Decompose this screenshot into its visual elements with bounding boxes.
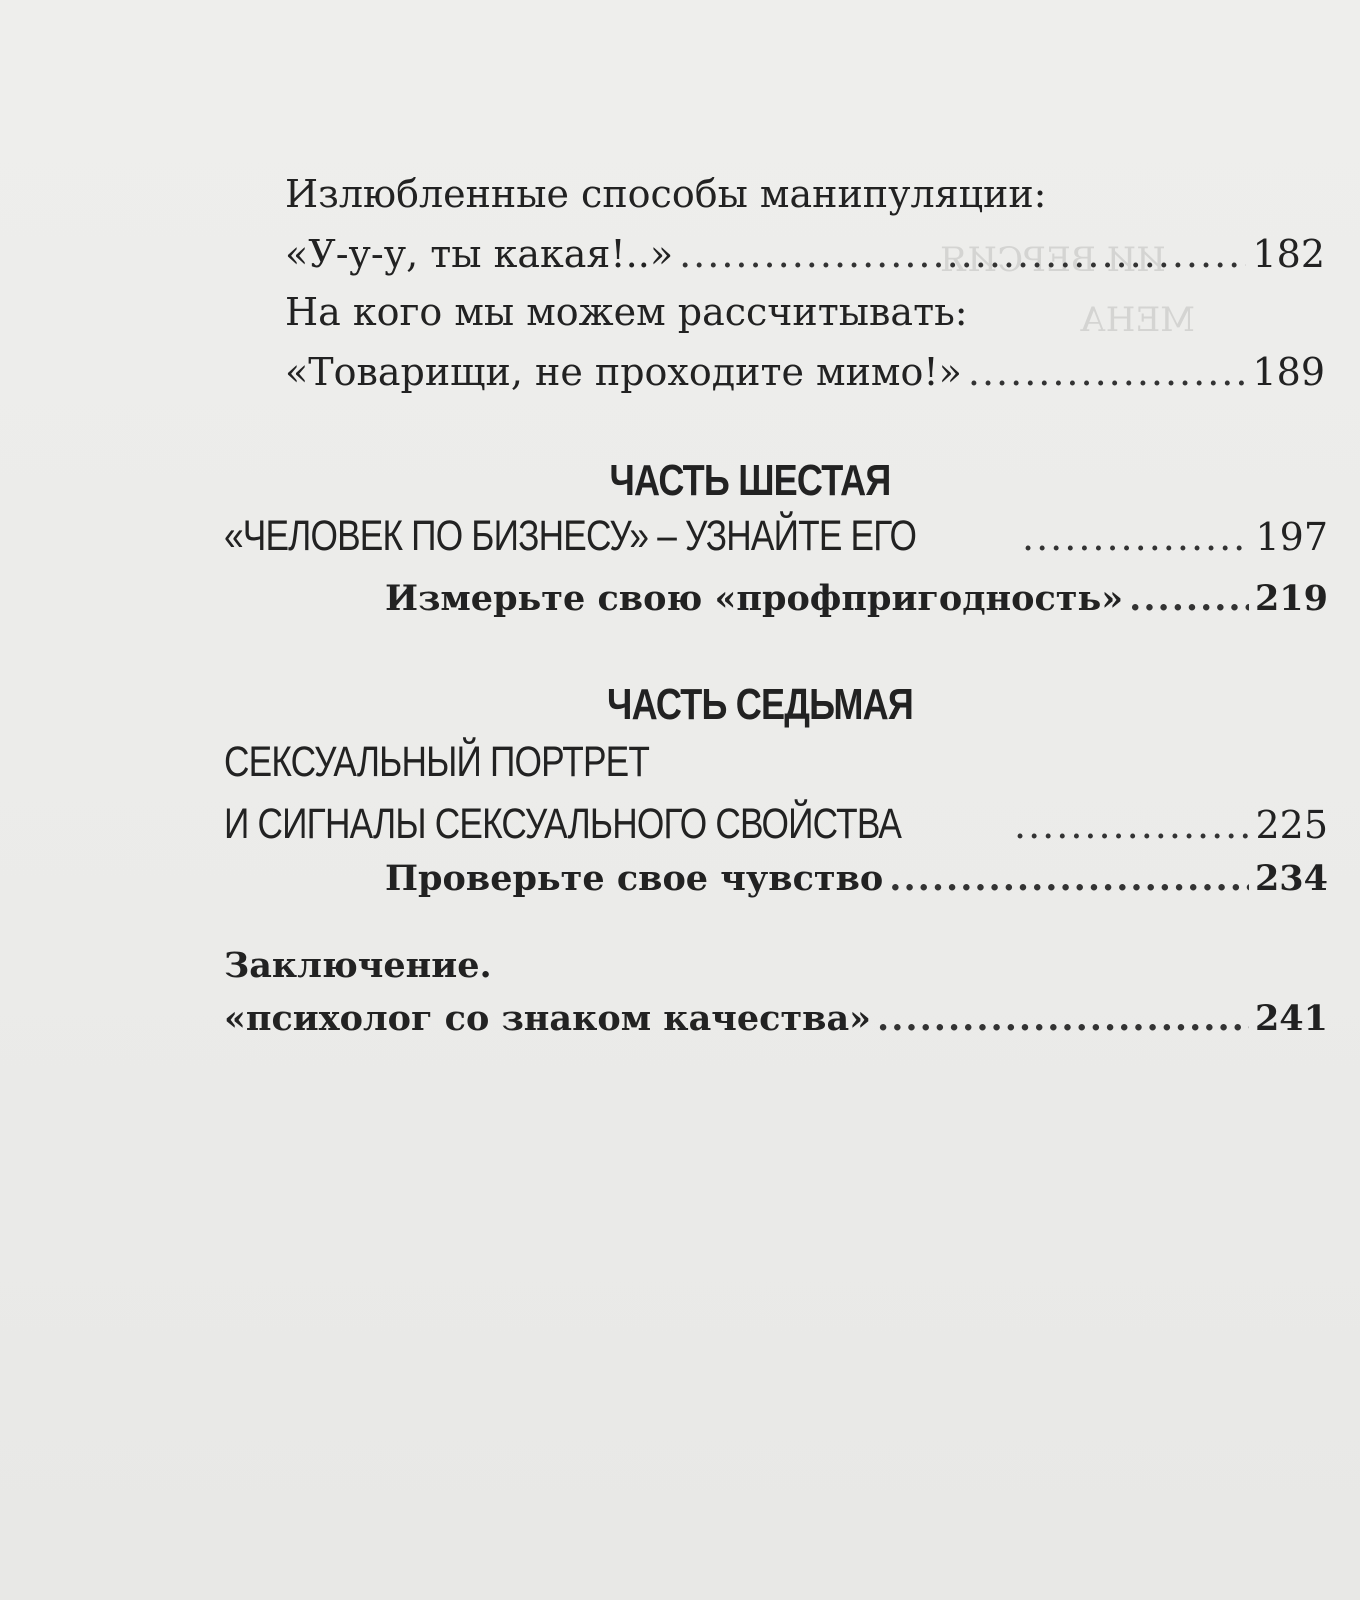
leader-dots (1014, 803, 1249, 847)
leader-dots (1129, 578, 1249, 619)
toc-chapter-row (224, 800, 1328, 849)
toc-entry-row (285, 350, 1325, 394)
show-through: МЕНА (1080, 300, 1196, 340)
sub-title: Проверьте свое чувство (385, 858, 884, 899)
part-heading: ЧАСТЬ ШЕСТАЯ (609, 456, 891, 505)
chapter-title: «ЧЕЛОВЕК ПО БИЗНЕСУ» – УЗНАЙТЕ ЕГО (224, 512, 917, 560)
page-number: 189 (1252, 350, 1325, 394)
page-number: 234 (1254, 858, 1328, 899)
toc-entry-line: Излюбленные способы манипуляции: (285, 172, 1047, 216)
leader-dots (877, 998, 1249, 1039)
show-through: ИИ ВЕРСИЯ (940, 240, 1166, 280)
toc-entry-title: «У-у-у, ты какая!..» (285, 232, 674, 276)
toc-entry-title: «Товарищи, не проходите мимо!» (285, 350, 962, 394)
toc-sub-row (385, 858, 1328, 899)
part-heading: ЧАСТЬ СЕДЬМАЯ (607, 680, 913, 729)
chapter-title-line: СЕКСУАЛЬНЫЙ ПОРТРЕТ (224, 738, 650, 786)
toc-sub-row (385, 578, 1328, 619)
leader-dots (889, 858, 1249, 899)
toc-entry-line: На кого мы можем рассчитывать: (285, 290, 968, 334)
toc-chapter-row (224, 512, 1328, 561)
conclusion-subtitle: «психолог со знаком качества» (224, 998, 872, 1039)
toc-conclusion-row (224, 998, 1328, 1039)
page-number: 241 (1254, 998, 1328, 1039)
conclusion-title: Заключение. (224, 945, 492, 986)
page-number: 219 (1254, 578, 1328, 619)
leader-dots (1022, 515, 1249, 559)
chapter-title: И СИГНАЛЫ СЕКСУАЛЬНОГО СВОЙСТВА (224, 800, 902, 848)
page-number: 197 (1255, 515, 1328, 559)
leader-dots (679, 232, 1246, 276)
toc-entry-row (285, 232, 1325, 276)
leader-dots (968, 350, 1247, 394)
sub-title: Измерьте свою «профпригодность» (385, 578, 1124, 619)
page-number: 225 (1255, 803, 1328, 847)
page-number: 182 (1252, 232, 1325, 276)
